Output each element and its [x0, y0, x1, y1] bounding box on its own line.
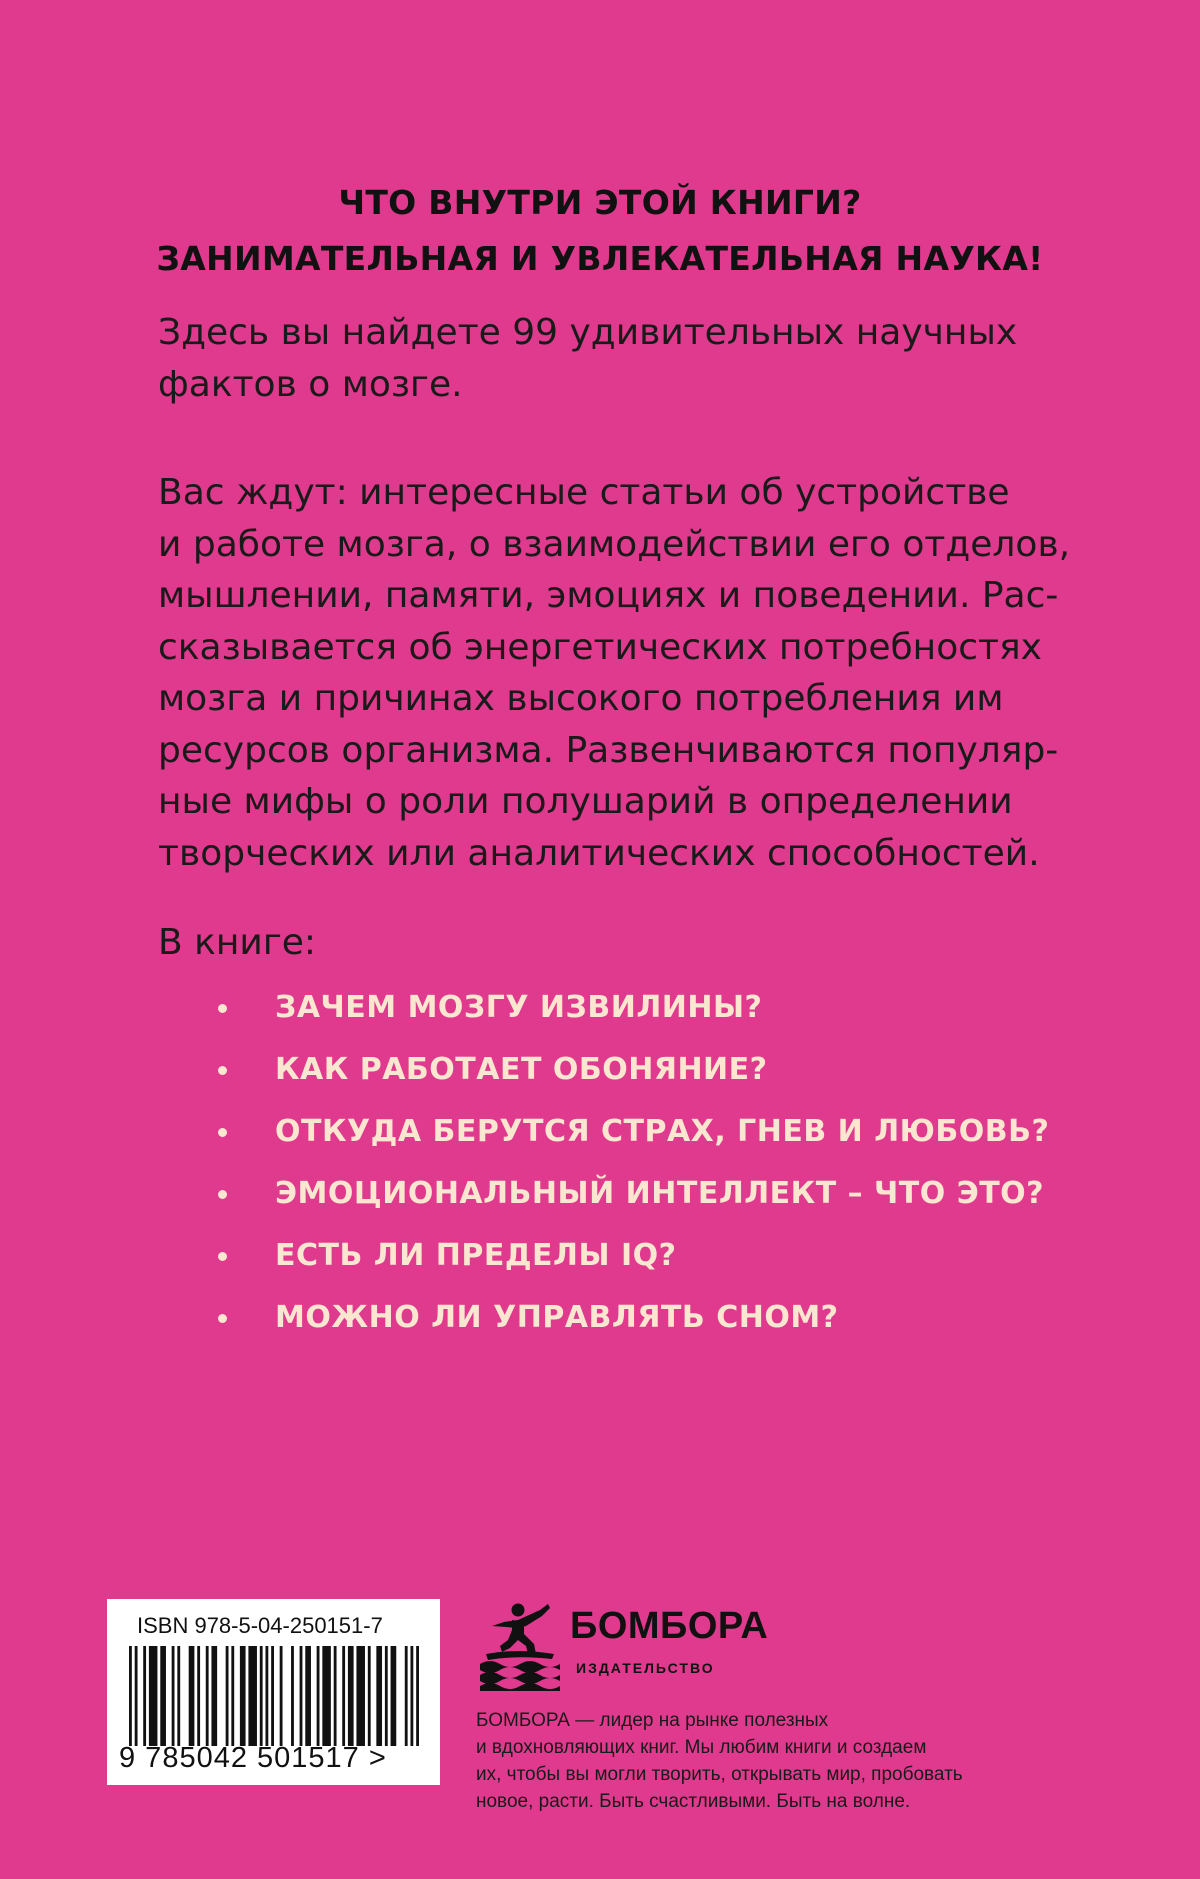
barcode-bar [129, 1646, 132, 1746]
bullet-text: ЭМОЦИОНАЛЬНЫЙ ИНТЕЛЛЕКТ – ЧТО ЭТО? [275, 1176, 1045, 1211]
barcode-icon [129, 1646, 419, 1746]
publisher-name: БОМБОРА [570, 1605, 769, 1647]
barcode-bar [300, 1646, 303, 1746]
intro-paragraph [158, 307, 1078, 410]
headline-line-2: ЗАНИМАТЕЛЬНАЯ И УВЛЕКАТЕЛЬНАЯ НАУКА! [156, 239, 1044, 278]
barcode-bar [368, 1646, 371, 1746]
barcode-bar [416, 1646, 419, 1746]
bullet-item [158, 1163, 1108, 1225]
in-book-label [158, 917, 1078, 969]
barcode-bar [172, 1646, 175, 1746]
barcode-bar [206, 1646, 209, 1746]
bullet-dot-icon [218, 1128, 227, 1137]
in-book-label-text: В книге: [158, 922, 317, 963]
publisher-description [476, 1707, 1096, 1815]
description-line: мозга и причинах высокого потребления им [158, 678, 1004, 719]
description-line: Вас ждут: интересные статьи об устройстве [158, 472, 1010, 513]
surfer-logo-icon [478, 1596, 568, 1691]
barcode-bar [143, 1646, 146, 1746]
barcode-bar [305, 1646, 311, 1746]
barcode-bar [376, 1646, 382, 1746]
description-line: ресурсов организма. Развенчиваются популяр- [158, 729, 1059, 771]
bullet-text: ЕСТЬ ЛИ ПРЕДЕЛЫ IQ? [275, 1238, 677, 1273]
barcode-bar [342, 1646, 345, 1746]
barcode-bar [410, 1646, 413, 1746]
barcode-bar [135, 1646, 138, 1746]
barcode-bar [231, 1646, 234, 1746]
bullet-item [158, 1225, 1108, 1287]
barcode-bar [265, 1646, 268, 1746]
bullet-dot-icon [218, 1190, 227, 1199]
barcode-bar [317, 1646, 320, 1746]
barcode-bar [160, 1646, 166, 1746]
barcode-bar [271, 1646, 274, 1746]
description-line: мышлении, памяти, эмоциях и поведении. Рас- [158, 575, 1059, 616]
isbn-text: ISBN 978-5-04-250151-7 [137, 1613, 383, 1638]
publisher-description-line: новое, расти. Быть счастливыми. Быть на волне. [476, 1791, 911, 1812]
barcode-bar [348, 1646, 354, 1746]
intro-line: фактов о мозге. [158, 363, 463, 405]
barcode-bar [280, 1646, 283, 1746]
barcode-bar [226, 1646, 229, 1746]
bullet-text: КАК РАБОТАЕТ ОБОНЯНИЕ? [275, 1052, 768, 1087]
barcode-bar [405, 1646, 408, 1746]
barcode-digits: 9 785042 501517 > [119, 1742, 387, 1774]
barcode-bar [197, 1646, 200, 1746]
barcode-bar [260, 1646, 263, 1746]
bullet-list [158, 977, 1108, 1349]
barcode-block [107, 1599, 440, 1785]
bullet-text: ОТКУДА БЕРУТСЯ СТРАХ, ГНЕВ И ЛЮБОВЬ? [275, 1114, 1050, 1149]
barcode-bar [391, 1646, 397, 1746]
bullet-item [158, 1039, 1108, 1101]
bullet-text: МОЖНО ЛИ УПРАВЛЯТЬ СНОМ? [275, 1300, 839, 1335]
bullet-item [158, 1101, 1108, 1163]
bullet-dot-icon [218, 1004, 227, 1013]
barcode-bar [240, 1646, 246, 1746]
barcode-bar [356, 1646, 365, 1746]
publisher-description-line: их, чтобы вы могли творить, открывать мир, пробовать [476, 1764, 963, 1785]
publisher-description-line: БОМБОРА — лидер на рынке полезных [476, 1710, 829, 1731]
description-line: и работе мозга, о взаимодействии его отделов, [158, 523, 1071, 565]
barcode-bar [291, 1646, 294, 1746]
publisher-description-line: и вдохновляющих книг. Мы любим книги и создаем [476, 1737, 927, 1758]
description-line: творческих или аналитических способностей. [158, 832, 1040, 874]
publisher-subtitle: ИЗДАТЕЛЬСТВО [576, 1660, 715, 1676]
intro-line: Здесь вы найдете 99 удивительных научных [158, 312, 1018, 353]
barcode-bar [322, 1646, 331, 1746]
bullet-dot-icon [218, 1252, 227, 1261]
barcode-bar [385, 1646, 388, 1746]
barcode-bar [177, 1646, 180, 1746]
bullet-item [158, 977, 1108, 1039]
headline [0, 175, 1200, 287]
barcode-bar [211, 1646, 217, 1746]
barcode-bar [248, 1646, 257, 1746]
bullet-item [158, 1287, 1108, 1349]
bullet-text: ЗАЧЕМ МОЗГУ ИЗВИЛИНЫ? [275, 990, 763, 1025]
bullet-dot-icon [218, 1066, 227, 1075]
barcode-bar [149, 1646, 158, 1746]
headline-line-1: ЧТО ВНУТРИ ЭТОЙ КНИГИ? [338, 183, 862, 222]
bullet-dot-icon [218, 1314, 227, 1323]
description-paragraph [158, 467, 1078, 879]
description-line: сказывается об энергетических потребностях [158, 626, 1042, 668]
description-line: ные мифы о роли полушарий в определении [158, 781, 1013, 822]
barcode-bar [189, 1646, 195, 1746]
barcode-bar [334, 1646, 337, 1746]
